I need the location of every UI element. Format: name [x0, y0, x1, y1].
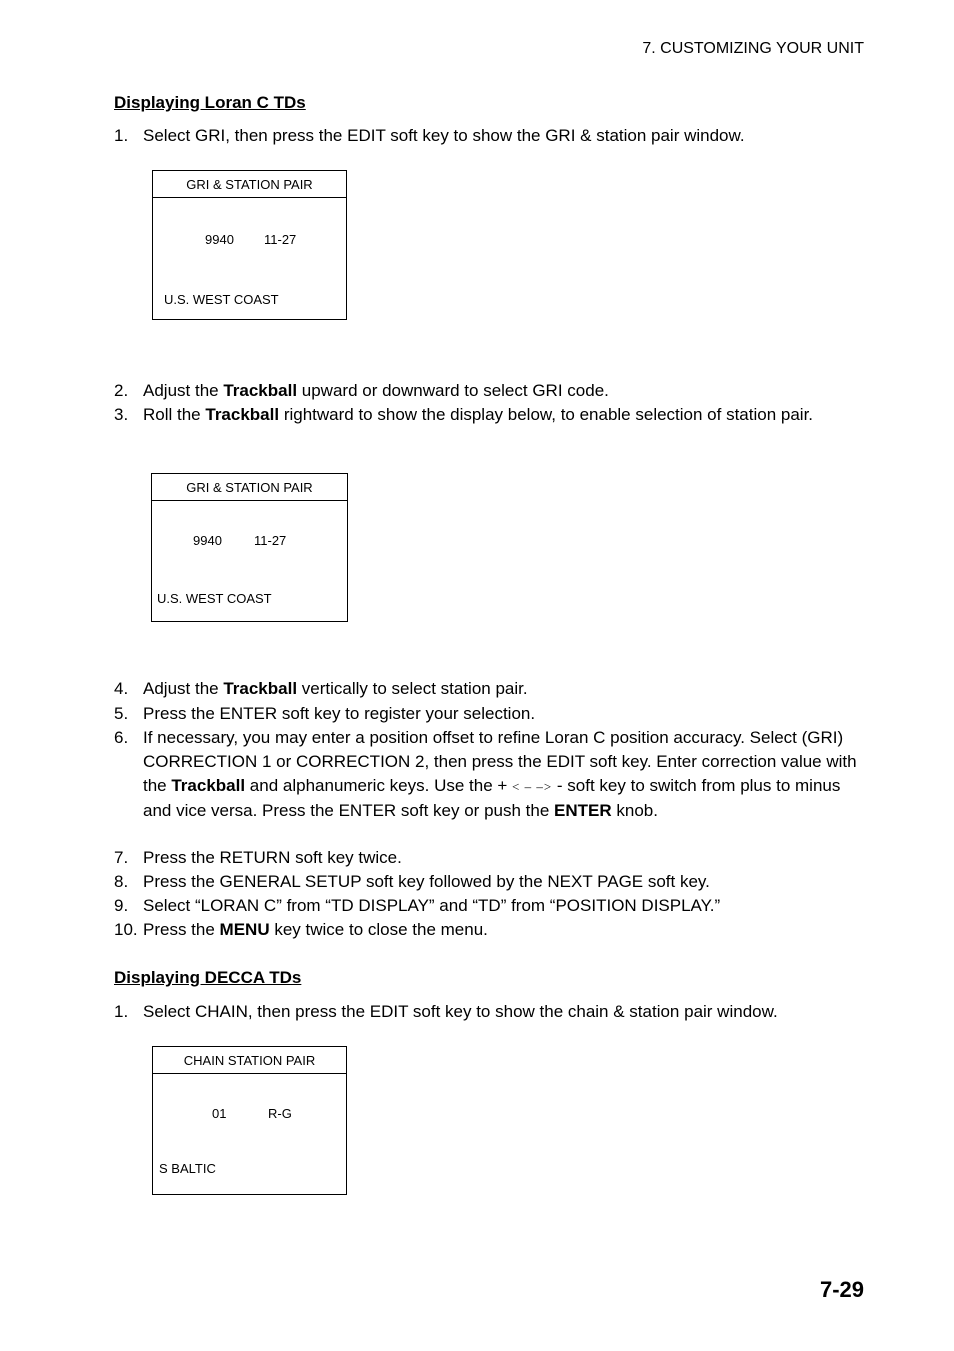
loran-step-6	[114, 726, 866, 823]
step-number: 1.	[114, 126, 129, 145]
gri-station-pair-window-2	[151, 473, 348, 622]
station-pair: 11-27	[254, 533, 287, 548]
gri-code: 9940	[193, 533, 222, 548]
step-number: 8.	[114, 872, 129, 891]
step-number: 3.	[114, 405, 129, 424]
step-text: Select CHAIN, then press the EDIT soft key to show the chain & station pair window.	[143, 1002, 778, 1021]
section-title-loran: Displaying Loran C TDs	[114, 93, 306, 112]
gri-station-pair-window-1	[152, 170, 347, 320]
step-text: Adjust the Trackball upward or downward to select GRI code.	[143, 381, 609, 400]
step-number: 9.	[114, 896, 129, 915]
step-text: If necessary, you may enter a position offset to refine Loran C position accuracy. Select (GRI) CORRECTION 1 or CORRECTION 2, then press the EDIT soft key. Enter correction value with the Trackball and alphanumeric keys. Use the + < – –> - soft key to switch from plus to minus and vice versa. Press the ENTER soft key or push the ENTER knob.	[143, 728, 857, 820]
window-title: CHAIN STATION PAIR	[153, 1047, 346, 1074]
step-text: Press the GENERAL SETUP soft key followed by the NEXT PAGE soft key.	[143, 872, 710, 891]
loran-step-9	[114, 894, 866, 918]
loran-step-5	[114, 702, 866, 726]
loran-step-3	[114, 403, 866, 427]
area-name: U.S. WEST COAST	[157, 591, 272, 606]
step-text: Select GRI, then press the EDIT soft key to show the GRI & station pair window.	[143, 126, 745, 145]
loran-step-8	[114, 870, 866, 894]
step-text: Press the MENU key twice to close the menu.	[143, 920, 488, 939]
window-title: GRI & STATION PAIR	[152, 474, 347, 501]
sign-toggle-arrows: < – –>	[512, 779, 553, 794]
step-number: 7.	[114, 848, 129, 867]
area-name: U.S. WEST COAST	[164, 292, 279, 307]
decca-step-1	[114, 1000, 866, 1024]
loran-step-1	[114, 124, 866, 148]
loran-step-7	[114, 846, 866, 870]
window-title: GRI & STATION PAIR	[153, 171, 346, 198]
step-number: 4.	[114, 679, 129, 698]
section-title-decca: Displaying DECCA TDs	[114, 968, 302, 987]
step-text: Select “LORAN C” from “TD DISPLAY” and “TD” from “POSITION DISPLAY.”	[143, 896, 721, 915]
step-number: 1.	[114, 1002, 129, 1021]
step-text: Adjust the Trackball vertically to select station pair.	[143, 679, 528, 698]
page-number: 7-29	[819, 1277, 864, 1302]
running-header: 7. CUSTOMIZING YOUR UNIT	[642, 40, 864, 57]
step-text: Roll the Trackball rightward to show the display below, to enable selection of station pair.	[143, 405, 814, 424]
loran-step-4	[114, 677, 866, 701]
step-number: 6.	[114, 728, 129, 747]
loran-step-10	[114, 918, 866, 942]
step-number: 10.	[114, 920, 138, 939]
step-number: 2.	[114, 381, 129, 400]
station-pair: 11-27	[264, 232, 297, 247]
step-text: Press the ENTER soft key to register your selection.	[143, 704, 536, 723]
chain-code: 01	[212, 1106, 227, 1121]
step-number: 5.	[114, 704, 129, 723]
gri-code: 9940	[205, 232, 234, 247]
station-pair: R-G	[268, 1106, 292, 1121]
step-text: Press the RETURN soft key twice.	[143, 848, 402, 867]
area-name: S BALTIC	[159, 1161, 216, 1176]
chain-station-pair-window	[152, 1046, 347, 1195]
loran-step-2	[114, 379, 866, 403]
